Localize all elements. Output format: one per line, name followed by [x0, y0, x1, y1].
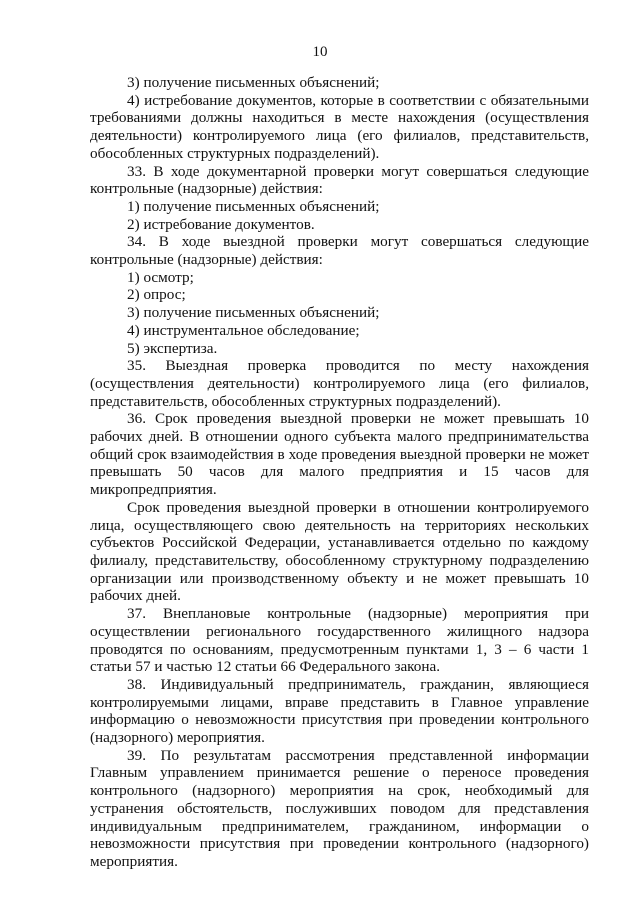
paragraph-33-item-2: 2) истребование документов.: [127, 215, 315, 233]
paragraph-item-3: 3) получение письменных объяснений;: [127, 74, 380, 91]
paragraph-36: 36. Срок проведения выездной проверки не может превышать 10 рабочих дней. В отношении одного субъекта малого предпринимательства общий срок взаимодействия в ходе проведения выездной проверки не может превышать 50 часов для малого предприятия и 15 часов для микропредприятия.: [90, 410, 589, 499]
paragraph-34-item-3: 3) получение письменных объяснений;: [127, 304, 380, 322]
paragraph-34-item-2: 2) опрос;: [127, 286, 186, 304]
paragraph-39: 39. По результатам рассмотрения представленной информации Главным управлением принимается решение о переносе проведения контрольного (надзорного) мероприятия на срок, необходимый для устранения обстоятельств, послуживших поводом для представления индивидуальным предпринимателем, гражданином, информации о невозможности присутствия при проведении контрольного (надзорного) мероприятия.: [90, 746, 589, 870]
paragraph-35: 35. Выездная проверка проводится по месту нахождения (осуществления деятельности) контролируемого лица (его филиалов, представительств, обособленных структурных подразделений).: [90, 357, 589, 410]
paragraph-38: 38. Индивидуальный предприниматель, гражданин, являющиеся контролируемыми лицами, вправе представить в Главное управление информацию о невозможности присутствия при проведении контрольного (надзорного) мероприятия.: [90, 675, 589, 747]
paragraph-34-item-5: 5) экспертиза.: [127, 339, 218, 357]
document-body: [90, 74, 589, 871]
page-number: 10: [312, 44, 328, 60]
paragraph-36-continued: Срок проведения выездной проверки в отношении контролируемого лица, осуществляющего свою деятельность на территориях нескольких субъектов Российской Федерации, устанавливается отдельно по каждому филиалу, представительству, обособленному структурному подразделению организации или производственному объекту и не может превышать 10 рабочих дней.: [90, 498, 589, 605]
paragraph-34-item-4: 4) инструментальное обследование;: [127, 321, 360, 339]
paragraph-34: 34. В ходе выездной проверки могут совершаться следующие контрольные (надзорные) действия:: [90, 233, 589, 269]
paragraph-33-item-1: 1) получение письменных объяснений;: [127, 197, 380, 215]
paragraph-item-4: 4) истребование документов, которые в соответствии с обязательными требованиями должны находиться в месте нахождения (осуществления деятельности) контролируемого лица (его филиалов, представительств, обособленных структурных подразделений).: [90, 91, 589, 162]
paragraph-33: 33. В ходе документарной проверки могут совершаться следующие контрольные (надзорные) действия:: [90, 162, 589, 198]
paragraph-34-item-1: 1) осмотр;: [127, 268, 194, 286]
paragraph-37: 37. Внеплановые контрольные (надзорные) мероприятия при осуществлении регионального государственного жилищного надзора проводятся по основаниям, предусмотренным пунктами 1, 3 – 6 части 1 статьи 57 и частью 12 статьи 66 Федерального закона.: [90, 605, 589, 676]
